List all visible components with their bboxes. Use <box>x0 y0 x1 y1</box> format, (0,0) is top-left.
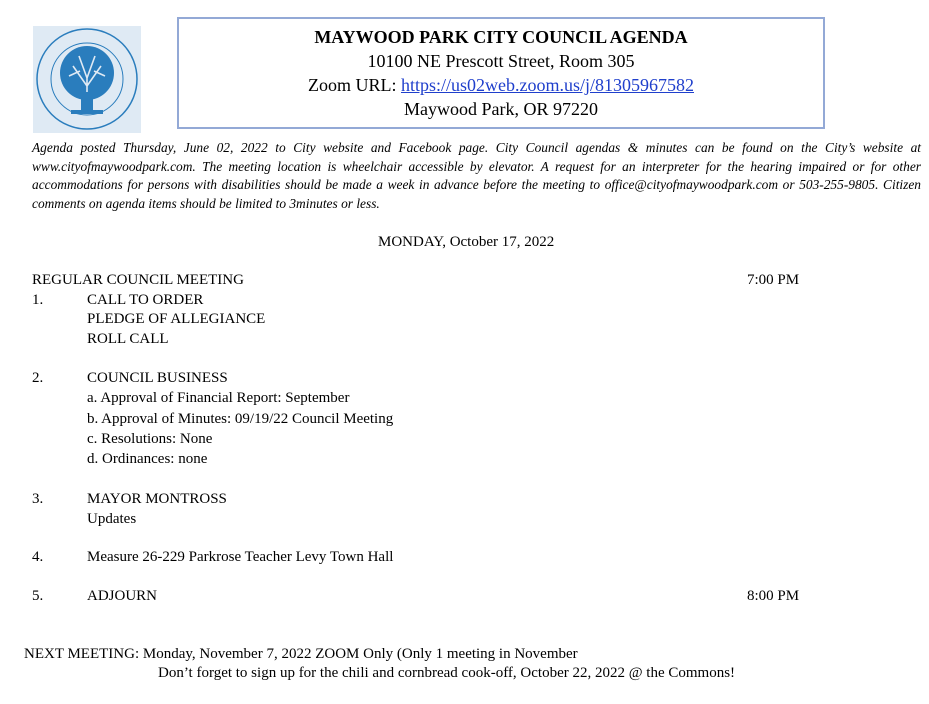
agenda-title: MAYWOOD PARK CITY COUNCIL AGENDA <box>314 27 688 47</box>
item-line: COUNCIL BUSINESS <box>87 370 228 386</box>
item-line: c. Resolutions: None <box>87 431 213 447</box>
next-meeting-line: NEXT MEETING: Monday, November 7, 2022 ZOOM Only (Only 1 meeting in November <box>24 646 578 662</box>
agenda-notice: Agenda posted Thursday, June 02, 2022 to City website and Facebook page. City Council agendas & minutes can be found on the City’s website at www.cityofmaywoodpark.com. The meeting location is wheelchair accessible by elevator. A request for an interpreter for the hearing impaired or for other accommodations for persons with disabilities should be made a week in advance before the meeting to office@cityofmaywoodpark.com or 503-255-9805. Citizen comments on agenda items should be limited to 3minutes or less. <box>32 140 921 211</box>
end-time: 8:00 PM <box>747 588 800 604</box>
item-number: 1. <box>32 292 44 308</box>
meeting-title: REGULAR COUNCIL MEETING <box>32 272 244 288</box>
item-line: MAYOR MONTROSS <box>87 491 227 507</box>
item-line: PLEDGE OF ALLEGIANCE <box>87 311 266 327</box>
item-line: CALL TO ORDER <box>87 292 204 308</box>
city-line: Maywood Park, OR 97220 <box>404 99 598 119</box>
agenda-header <box>177 17 825 129</box>
item-line: d. Ordinances: none <box>87 451 208 467</box>
item-line: Updates <box>87 511 137 527</box>
meeting-address: 10100 NE Prescott Street, Room 305 <box>367 51 635 71</box>
item-line: ADJOURN <box>87 588 158 604</box>
zoom-url-link[interactable]: https://us02web.zoom.us/j/81305967582 <box>400 75 694 95</box>
item-line: a. Approval of Financial Report: September <box>87 390 350 406</box>
item-number: 3. <box>32 491 44 507</box>
item-line: ROLL CALL <box>87 331 169 347</box>
item-number: 4. <box>32 549 44 565</box>
item-number: 5. <box>32 588 44 604</box>
start-time: 7:00 PM <box>747 272 800 288</box>
zoom-line <box>179 75 823 96</box>
meeting-date: MONDAY, October 17, 2022 <box>378 234 555 250</box>
item-line: b. Approval of Minutes: 09/19/22 Council Meeting <box>87 411 394 427</box>
zoom-label: Zoom URL: <box>307 75 401 95</box>
tree-seal-icon <box>33 26 141 133</box>
item-line: Measure 26-229 Parkrose Teacher Levy Town Hall <box>87 549 394 565</box>
city-seal-logo <box>33 26 141 133</box>
item-number: 2. <box>32 370 44 386</box>
cookoff-reminder: Don’t forget to sign up for the chili and cornbread cook-off, October 22, 2022 @ the Commons! <box>158 665 736 681</box>
